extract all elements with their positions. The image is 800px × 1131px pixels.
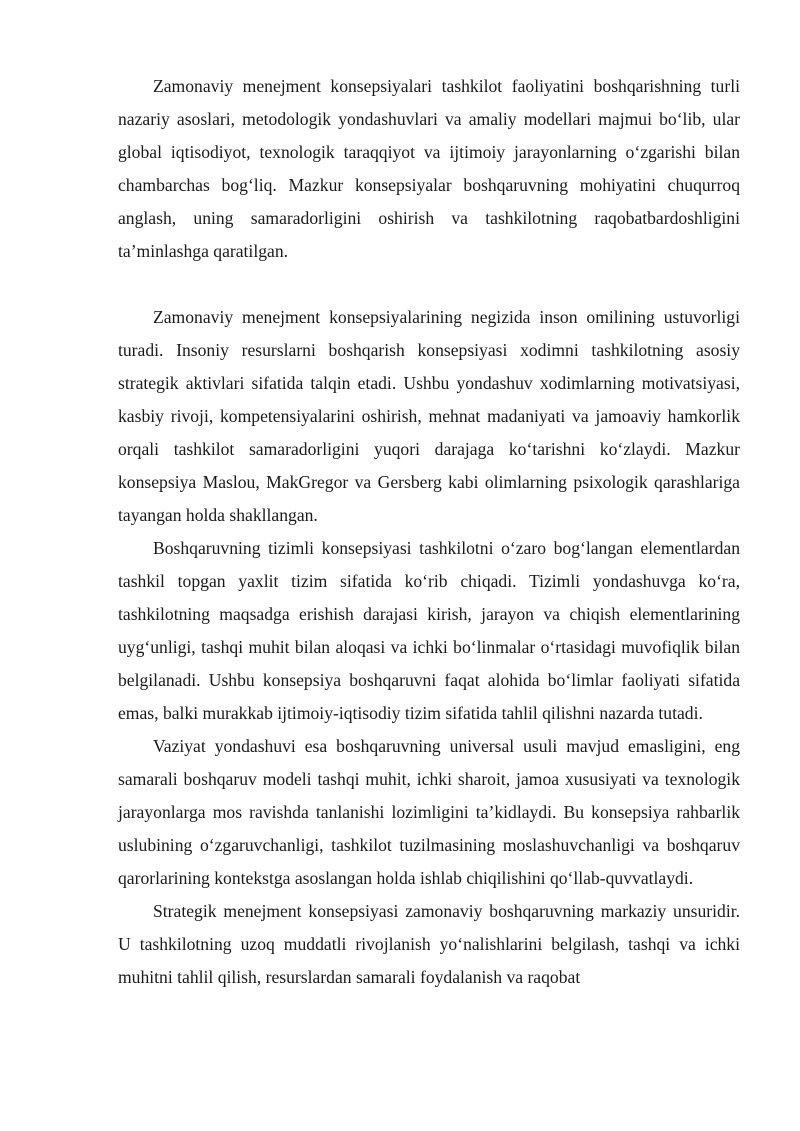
paragraph-3: Boshqaruvning tizimli konsepsiyasi tashkilotni o‘zaro bog‘langan elementlardan tashkil topgan yaxlit tizim sifatida ko‘rib chiqadi. Tizimli yondashuvga ko‘ra, tashkilotning maqsadga erishish darajasi kirish, jarayon va chiqish elementlarining uyg‘unligi, tashqi muhit bilan aloqasi va ichki bo‘linmalar o‘rtasidagi muvofiqlik bilan belgilanadi. Ushbu konsepsiya boshqaruvni faqat alohida bo‘limlar faoliyati sifatida emas, balki murakkab ijtimoiy-iqtisodiy tizim sifatida tahlil qilishni nazarda tutadi.	[118, 538, 740, 723]
paragraph-4: Vaziyat yondashuvi esa boshqaruvning universal usuli mavjud emasligini, eng samarali boshqaruv modeli tashqi muhit, ichki sharoit, jamoa xususiyati va texnologik jarayonlarga mos ravishda tanlanishi lozimligini ta’kidlaydi. Bu konsepsiya rahbarlik uslubining o‘zgaruvchanligi, tashkilot tuzilmasining moslashuvchanligi va boshqaruv qarorlarining kontekstga asoslangan holda ishlab chiqilishini qo‘llab-quvvatlaydi.	[118, 736, 740, 888]
paragraph-2: Zamonaviy menejment konsepsiyalarining negizida inson omilining ustuvorligi turadi. Insoniy resurslarni boshqarish konsepsiyasi xodimni tashkilotning asosiy strategik aktivlari sifatida talqin etadi. Ushbu yondashuv xodimlarning motivatsiyasi, kasbiy rivoji, kompetensiyalarini oshirish, mehnat madaniyati va jamoaviy hamkorlik orqali tashkilot samaradorligini yuqori darajaga ko‘tarishni ko‘zlaydi. Mazkur konsepsiya Maslou, MakGregor va Gersberg kabi olimlarning psixologik qarashlariga tayangan holda shakllangan.	[118, 307, 740, 525]
paragraph-1: Zamonaviy menejment konsepsiyalari tashkilot faoliyatini boshqarishning turli nazariy asoslari, metodologik yondashuvlari va amaliy modellari majmui bo‘lib, ular global iqtisodiyot, texnologik taraqqiyot va ijtimoiy jarayonlarning o‘zgarishi bilan chambarchas bog‘liq. Mazkur konsepsiyalar boshqaruvning mohiyatini chuqurroq anglash, uning samaradorligini oshirish va tashkilotning raqobatbardoshligini ta’minlashga qaratilgan.	[118, 76, 740, 261]
document-body	[118, 70, 740, 994]
paragraph-5: Strategik menejment konsepsiyasi zamonaviy boshqaruvning markaziy unsuridir. U tashkilotning uzoq muddatli rivojlanish yo‘nalishlarini belgilash, tashqi va ichki muhitni tahlil qilish, resurslardan samarali foydalanish va raqobat	[118, 901, 740, 987]
